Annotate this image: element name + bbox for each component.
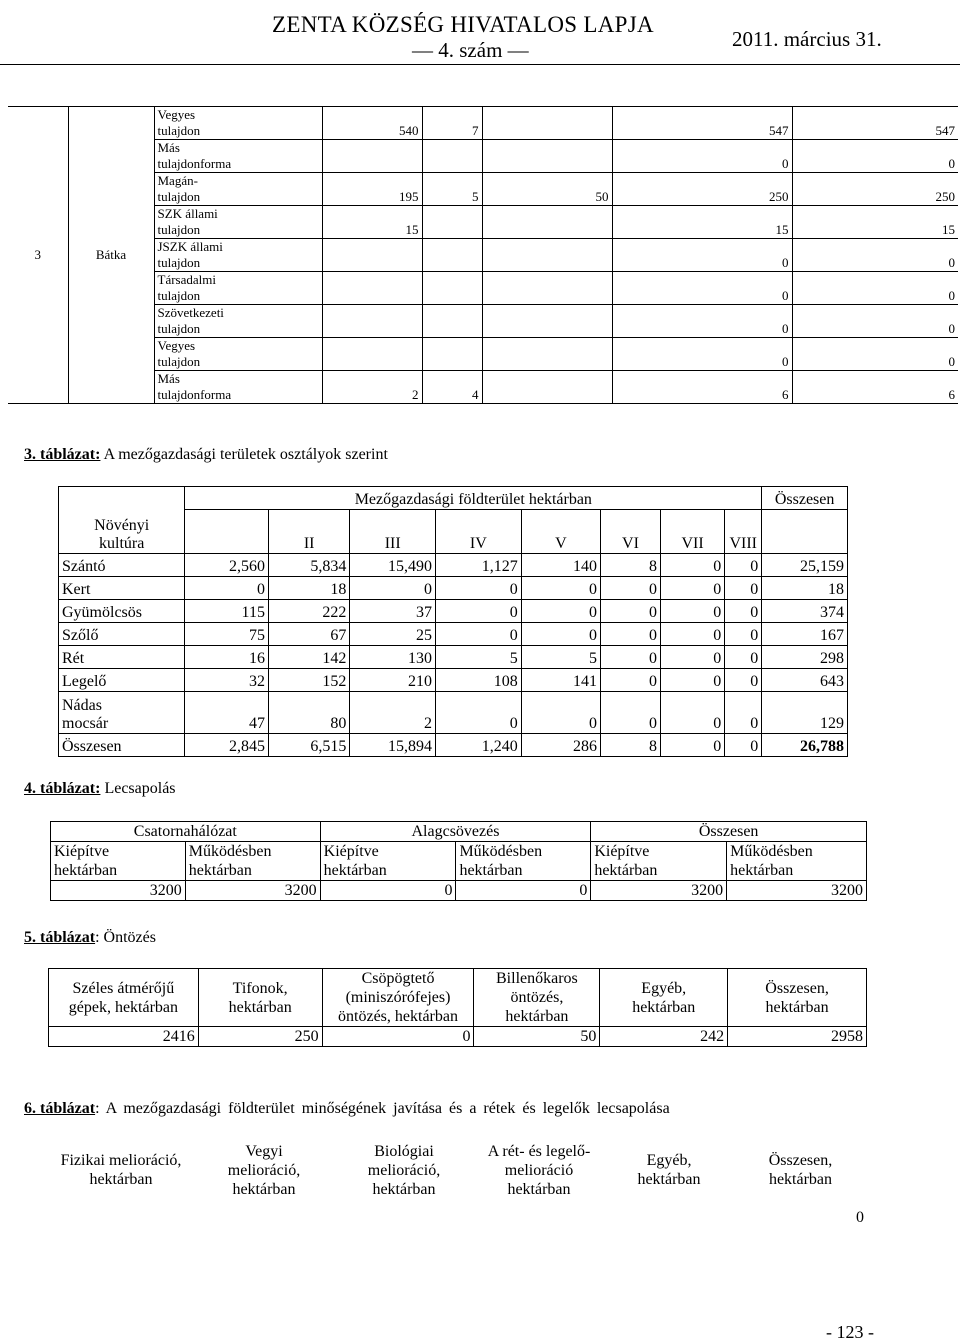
table-row <box>59 577 848 600</box>
column-header <box>48 1140 194 1200</box>
column-header-line: hektárban <box>89 1171 153 1188</box>
table-row <box>59 646 848 669</box>
sub-header-line1: Kiépítve <box>54 843 110 860</box>
crop-header <box>59 510 185 554</box>
value-cell: 140 <box>521 554 600 577</box>
column-header-line: (miniszórófejes) <box>345 989 451 1006</box>
column-header-line: Tifonok, <box>232 979 288 997</box>
value-cell: 0 <box>436 600 522 623</box>
column-header-line: Egyéb, <box>646 1152 692 1169</box>
value-cell: 152 <box>268 669 349 692</box>
sub-header-line2: hektárban <box>459 862 523 879</box>
empty-header-cell <box>59 487 185 510</box>
value-cell: 374 <box>762 600 848 623</box>
crop-header-line2: kultúra <box>99 535 145 552</box>
value-cell: 0 <box>521 600 600 623</box>
value-cell: 547 <box>792 107 958 140</box>
column-header-line: Széles átmérőjű <box>72 979 175 997</box>
sub-header-line2: hektárban <box>188 862 252 879</box>
column-header-line: hektárban <box>232 1180 296 1198</box>
class-header: IV <box>436 510 522 554</box>
value-cell: 250 <box>792 173 958 206</box>
value-cell: 210 <box>350 669 436 692</box>
table6-caption <box>24 1100 944 1118</box>
value-cell <box>322 305 422 338</box>
class-header: I <box>185 510 269 554</box>
class-header: III <box>350 510 436 554</box>
value-row <box>48 1200 867 1234</box>
table6-caption-label: 6. táblázat <box>24 1100 96 1117</box>
value-cell: 0 <box>612 140 792 173</box>
value-cell <box>422 140 482 173</box>
table-row <box>8 107 958 140</box>
value-cell <box>422 272 482 305</box>
header-row <box>48 1140 867 1200</box>
value-cell: 547 <box>612 107 792 140</box>
value-cell <box>474 1200 604 1234</box>
sub-header-row <box>51 842 867 881</box>
sub-header <box>591 842 727 881</box>
ownership-type-line2: tulajdon <box>157 123 201 138</box>
ownership-type-line2: tulajdon <box>157 222 201 237</box>
column-header-line: Billenőkaros <box>496 970 578 987</box>
value-cell: 0 <box>185 577 269 600</box>
value-cell: 0 <box>660 600 724 623</box>
irrigation-table <box>48 968 867 1047</box>
ownership-type-line1: SZK állami <box>157 206 218 221</box>
column-header-line: Fizikai melioráció, <box>60 1152 182 1169</box>
value-cell: 32 <box>185 669 269 692</box>
value-cell: 25 <box>350 623 436 646</box>
sub-header-line1: Működésben <box>188 843 272 860</box>
table4-caption-text: Lecsapolás <box>104 780 176 797</box>
column-header-line: hektárban <box>632 998 696 1016</box>
crop-name: Szántó <box>59 554 185 577</box>
value-cell: 0 <box>600 646 660 669</box>
value-cell <box>482 338 612 371</box>
value-cell: 0 <box>725 554 762 577</box>
value-cell <box>482 206 612 239</box>
ownership-type-cell <box>154 305 322 338</box>
value-cell: 0 <box>350 577 436 600</box>
column-header <box>194 1140 334 1200</box>
value-cell: 0 <box>792 305 958 338</box>
table5-caption <box>24 929 156 947</box>
value-cell: 6 <box>612 371 792 404</box>
value-cell: 15 <box>322 206 422 239</box>
header-row <box>49 969 867 1027</box>
crop-name-line1: Nádas <box>62 697 102 714</box>
value-cell <box>482 140 612 173</box>
value-cell <box>422 206 482 239</box>
table-row <box>59 554 848 577</box>
header-date: 2011. március 31. <box>732 27 882 51</box>
header-divider <box>0 64 960 65</box>
value-cell: 50 <box>482 173 612 206</box>
column-header-line: Összesen, <box>765 979 829 997</box>
value-cell: 5 <box>436 646 522 669</box>
group-header: Mezőgazdasági földterület hektárban <box>185 487 762 510</box>
ownership-type-cell <box>154 107 322 140</box>
land-class-table-body <box>59 487 848 757</box>
value-cell <box>482 272 612 305</box>
total-class-empty <box>762 510 848 554</box>
value-cell: 0 <box>792 239 958 272</box>
column-header-line: öntözés, hektárban <box>338 1008 458 1025</box>
ownership-type-cell <box>154 140 322 173</box>
drainage-table-body <box>51 822 867 901</box>
value-cell: 108 <box>436 669 522 692</box>
crop-name-line2: mocsár <box>62 715 109 732</box>
table-row <box>59 734 848 757</box>
sub-header-line2: hektárban <box>594 862 658 879</box>
value-cell: 0 <box>436 623 522 646</box>
class-header: II <box>268 510 349 554</box>
group-header: Csatornahálózat <box>51 822 321 842</box>
value-cell: 0 <box>792 140 958 173</box>
column-header-line: melioráció <box>504 1161 574 1179</box>
value-cell: 242 <box>600 1027 728 1047</box>
column-header <box>198 969 322 1027</box>
column-header <box>474 969 600 1027</box>
class-header: VII <box>660 510 724 554</box>
header-title: ZENTA KÖZSÉG HIVATALOS LAPJA <box>272 12 654 37</box>
sub-header <box>727 842 867 881</box>
value-cell: 18 <box>762 577 848 600</box>
ownership-type-line1: Szövetkezeti <box>157 305 224 320</box>
value-row <box>49 1027 867 1047</box>
value-cell: 0 <box>725 692 762 734</box>
column-header-line: hektárban <box>765 998 829 1016</box>
value-cell: 222 <box>268 600 349 623</box>
ownership-type-line2: tulajdon <box>157 321 201 336</box>
value-cell: 129 <box>762 692 848 734</box>
ownership-type-cell <box>154 173 322 206</box>
column-header-line: melioráció, <box>367 1161 441 1179</box>
column-header-line: hektárban <box>507 1180 571 1198</box>
ownership-type-line1: Más <box>157 140 180 155</box>
sub-header-line1: Kiépítve <box>594 843 650 860</box>
value-cell: 0 <box>436 577 522 600</box>
ownership-type-cell <box>154 371 322 404</box>
land-class-table <box>58 486 848 757</box>
value-cell: 15 <box>612 206 792 239</box>
value-cell <box>322 140 422 173</box>
ownership-type-cell <box>154 272 322 305</box>
page-number: - 123 - <box>826 1322 874 1342</box>
value-cell: 0 <box>660 577 724 600</box>
sub-header <box>320 842 456 881</box>
crop-name: Rét <box>59 646 185 669</box>
value-cell: 15,490 <box>350 554 436 577</box>
value-cell: 298 <box>762 646 848 669</box>
value-cell: 0 <box>725 623 762 646</box>
crop-name: Összesen <box>59 734 185 757</box>
sub-header-line1: Kiépítve <box>323 843 379 860</box>
table3-caption-label: 3. táblázat: <box>24 446 101 463</box>
value-cell <box>482 305 612 338</box>
value-cell: 0 <box>600 600 660 623</box>
column-header <box>474 1140 604 1200</box>
value-cell: 141 <box>521 669 600 692</box>
column-header <box>734 1140 867 1200</box>
value-cell: 67 <box>268 623 349 646</box>
ownership-type-line1: Vegyes <box>157 107 196 122</box>
value-cell: 0 <box>456 881 591 901</box>
melioration-table <box>48 1140 867 1234</box>
value-cell <box>322 272 422 305</box>
value-cell: 250 <box>612 173 792 206</box>
column-header <box>49 969 199 1027</box>
column-header <box>334 1140 474 1200</box>
value-cell: 0 <box>725 734 762 757</box>
value-cell: 4 <box>422 371 482 404</box>
value-cell: 0 <box>600 669 660 692</box>
value-cell: 195 <box>322 173 422 206</box>
value-cell: 250 <box>198 1027 322 1047</box>
value-cell <box>422 338 482 371</box>
ownership-type-line1: Társadalmi <box>157 272 216 287</box>
value-cell <box>322 338 422 371</box>
value-cell: 0 <box>660 692 724 734</box>
value-cell: 0 <box>521 577 600 600</box>
crop-name: Kert <box>59 577 185 600</box>
value-cell: 3200 <box>727 881 867 901</box>
value-cell: 0 <box>320 881 456 901</box>
column-header-line: hektárban <box>372 1180 436 1198</box>
column-header <box>322 969 474 1027</box>
value-cell: 0 <box>322 1027 474 1047</box>
value-cell: 2,560 <box>185 554 269 577</box>
table3-caption-text: A mezőgazdasági területek osztályok szerint <box>103 446 388 463</box>
crop-name: Legelő <box>59 669 185 692</box>
sub-header-line2: hektárban <box>730 862 794 879</box>
value-cell: 80 <box>268 692 349 734</box>
value-cell: 3200 <box>591 881 727 901</box>
column-header-line: hektárban <box>505 1008 569 1025</box>
table4-caption-label: 4. táblázat: <box>24 780 101 797</box>
column-header-line: gépek, hektárban <box>68 998 179 1016</box>
class-header: V <box>521 510 600 554</box>
value-cell: 0 <box>612 239 792 272</box>
value-cell: 5 <box>422 173 482 206</box>
class-header: VI <box>600 510 660 554</box>
value-cell: 15,894 <box>350 734 436 757</box>
column-header-line: melioráció, <box>227 1161 301 1179</box>
column-header <box>728 969 867 1027</box>
value-cell: 8 <box>600 554 660 577</box>
ownership-type-line2: tulajdonforma <box>157 387 232 402</box>
table3-caption <box>24 446 388 464</box>
table-row <box>59 669 848 692</box>
value-cell: 0 <box>660 554 724 577</box>
ownership-type-line1: JSZK állami <box>157 239 223 254</box>
value-cell <box>334 1200 474 1234</box>
table-row <box>59 623 848 646</box>
value-cell: 2,845 <box>185 734 269 757</box>
value-cell: 2 <box>322 371 422 404</box>
value-cell: 540 <box>322 107 422 140</box>
column-header <box>604 1140 734 1200</box>
sub-header-line1: Működésben <box>459 843 543 860</box>
sub-header-line2: hektárban <box>54 862 118 879</box>
class-header: VIII <box>725 510 762 554</box>
value-cell: 0 <box>856 1208 864 1226</box>
row-number-cell: 3 <box>8 107 68 404</box>
value-cell: 0 <box>612 305 792 338</box>
ownership-type-cell <box>154 338 322 371</box>
ownership-type-line2: tulajdon <box>157 354 201 369</box>
value-cell <box>194 1200 334 1234</box>
value-cell <box>482 239 612 272</box>
value-cell: 0 <box>792 338 958 371</box>
value-cell: 0 <box>660 646 724 669</box>
column-header-line: hektárban <box>768 1171 833 1188</box>
value-cell: 3200 <box>51 881 186 901</box>
ownership-type-line1: Más <box>157 371 180 386</box>
value-cell: 0 <box>600 577 660 600</box>
crop-name <box>59 692 185 734</box>
sub-header <box>456 842 591 881</box>
value-cell <box>482 371 612 404</box>
table4-caption <box>24 780 176 798</box>
value-cell: 0 <box>792 272 958 305</box>
value-cell: 0 <box>612 272 792 305</box>
value-cell: 0 <box>521 692 600 734</box>
value-cell: 167 <box>762 623 848 646</box>
value-cell: 2416 <box>49 1027 199 1047</box>
value-cell: 0 <box>600 623 660 646</box>
value-cell: 6 <box>792 371 958 404</box>
value-cell: 1,127 <box>436 554 522 577</box>
value-cell: 15 <box>792 206 958 239</box>
column-header-line: Egyéb, <box>641 979 687 997</box>
value-cell: 0 <box>660 669 724 692</box>
value-cell: 2958 <box>728 1027 867 1047</box>
table5-caption-label: 5. táblázat <box>24 929 96 946</box>
value-cell <box>422 305 482 338</box>
value-cell: 7 <box>422 107 482 140</box>
value-cell <box>422 239 482 272</box>
total-header: Összesen <box>762 487 848 510</box>
sub-header <box>51 842 186 881</box>
column-header-line: A rét- és legelő- <box>487 1142 591 1160</box>
ownership-type-line2: tulajdon <box>157 255 201 270</box>
value-cell: 2 <box>350 692 436 734</box>
table5-caption-text: : Öntözés <box>95 929 156 946</box>
value-cell: 0 <box>600 692 660 734</box>
value-cell: 5,834 <box>268 554 349 577</box>
column-header-line: hektárban <box>228 998 292 1016</box>
value-cell: 8 <box>600 734 660 757</box>
value-cell <box>48 1200 194 1234</box>
crop-header-line1: Növényi <box>94 517 150 534</box>
value-cell: 0 <box>725 600 762 623</box>
value-cell: 643 <box>762 669 848 692</box>
value-cell: 0 <box>725 577 762 600</box>
ownership-type-line2: tulajdon <box>157 189 201 204</box>
group-header-row <box>51 822 867 842</box>
value-cell: 75 <box>185 623 269 646</box>
value-cell: 18 <box>268 577 349 600</box>
value-cell: 286 <box>521 734 600 757</box>
value-cell: 142 <box>268 646 349 669</box>
class-header-row <box>59 510 848 554</box>
ownership-table-body <box>8 107 958 404</box>
sub-header-line2: hektárban <box>323 862 387 879</box>
header-row <box>59 487 848 510</box>
value-cell <box>604 1200 734 1234</box>
value-cell: 0 <box>725 646 762 669</box>
value-cell: 6,515 <box>268 734 349 757</box>
value-cell: 0 <box>436 692 522 734</box>
value-row <box>51 881 867 901</box>
value-cell: 25,159 <box>762 554 848 577</box>
ownership-type-cell <box>154 206 322 239</box>
column-header-line: hektárban <box>637 1171 701 1188</box>
table-row <box>59 600 848 623</box>
place-name-cell: Bátka <box>68 107 154 404</box>
column-header-line: Biológiai <box>374 1142 434 1160</box>
group-header: Összesen <box>591 822 867 842</box>
value-cell: 1,240 <box>436 734 522 757</box>
irrigation-table-body <box>49 969 867 1047</box>
value-cell: 0 <box>612 338 792 371</box>
value-cell: 115 <box>185 600 269 623</box>
ownership-type-line2: tulajdon <box>157 288 201 303</box>
sub-header-line1: Működésben <box>730 843 813 860</box>
ownership-type-cell <box>154 239 322 272</box>
value-cell: 3200 <box>185 881 320 901</box>
value-cell: 0 <box>521 623 600 646</box>
value-cell: 37 <box>350 600 436 623</box>
value-cell <box>322 239 422 272</box>
value-cell <box>482 107 612 140</box>
value-cell: 5 <box>521 646 600 669</box>
value-cell: 0 <box>725 669 762 692</box>
ownership-type-line1: Magán- <box>157 173 198 188</box>
value-cell: 130 <box>350 646 436 669</box>
crop-name: Gyümölcsös <box>59 600 185 623</box>
group-header: Alagcsövezés <box>320 822 591 842</box>
column-header <box>600 969 728 1027</box>
column-header-line: Vegyi <box>245 1142 283 1160</box>
column-header-line: Csöpögtető <box>361 970 435 987</box>
table-row <box>59 692 848 734</box>
value-cell: 26,788 <box>762 734 848 757</box>
value-cell: 0 <box>660 623 724 646</box>
drainage-table <box>50 821 867 901</box>
crop-name: Szőlő <box>59 623 185 646</box>
table6-caption-text: : A mezőgazdasági földterület minőségének javítása és a rétek és legelők lecsapolása <box>95 1100 670 1117</box>
header-issue: — 4. szám — <box>412 38 529 62</box>
value-cell: 16 <box>185 646 269 669</box>
ownership-type-line1: Vegyes <box>157 338 196 353</box>
value-cell: 47 <box>185 692 269 734</box>
value-cell: 50 <box>474 1027 600 1047</box>
ownership-table <box>8 106 958 404</box>
ownership-type-line2: tulajdonforma <box>157 156 232 171</box>
sub-header <box>185 842 320 881</box>
column-header-line: öntözés, <box>510 989 564 1006</box>
melioration-table-body <box>48 1140 867 1234</box>
value-cell: 0 <box>660 734 724 757</box>
column-header-line: Összesen, <box>768 1152 833 1169</box>
